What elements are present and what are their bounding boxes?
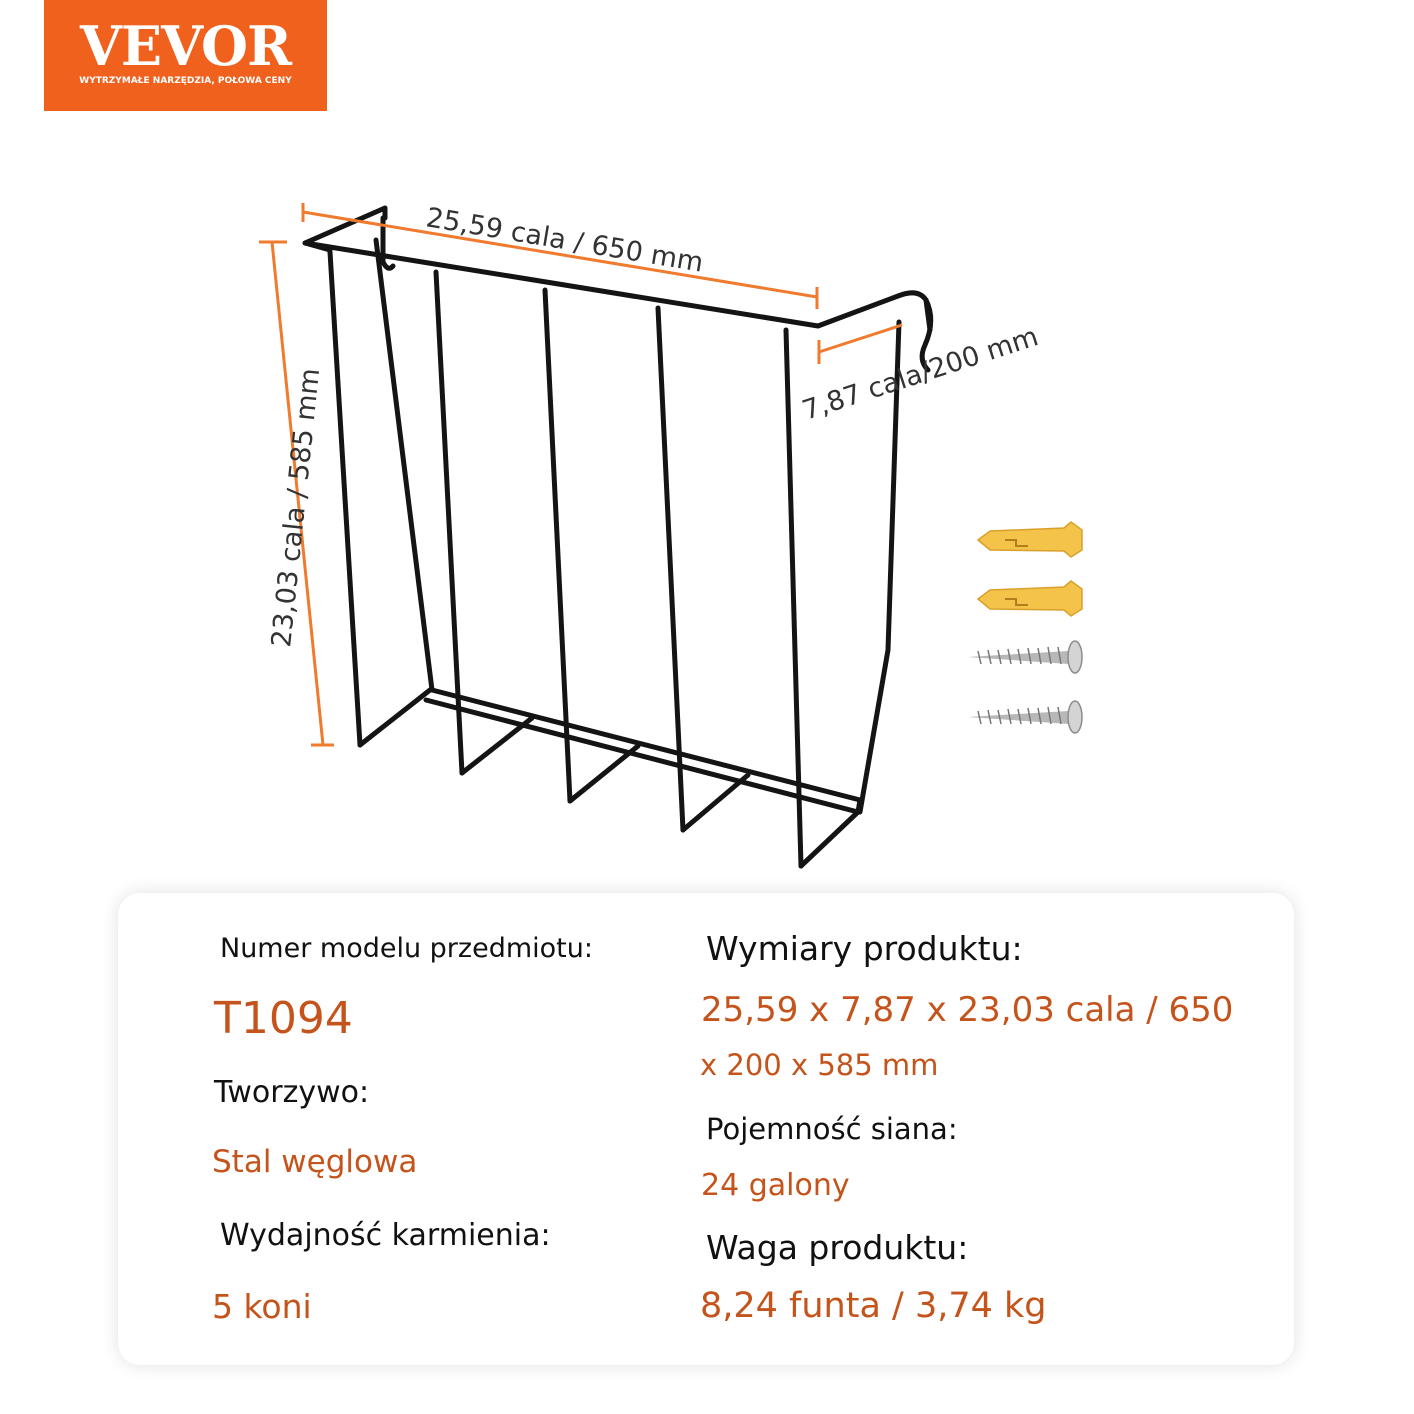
- hay-capacity-value: 24 galony: [701, 1168, 850, 1203]
- hay-capacity-label: Pojemność siana:: [706, 1112, 958, 1146]
- material-value: Stal węglowa: [212, 1144, 418, 1180]
- brand-tagline: WYTRZYMAŁE NARZĘDZIA, POŁOWA CENY: [79, 76, 292, 86]
- wall-plug-icon: [978, 581, 1082, 616]
- product-dimensions-label: Wymiary produktu:: [706, 929, 1023, 968]
- height-dimension-label: 23,03 cala / 585 mm: [266, 366, 327, 649]
- wall-plug-icon: [978, 522, 1082, 557]
- product-dimensions-value: 25,59 x 7,87 x 23,03 cala / 650: [701, 990, 1234, 1030]
- screw-icon: [968, 641, 1082, 673]
- feeding-capacity-label: Wydajność karmienia:: [220, 1218, 551, 1253]
- hay-rack-illustration: [305, 208, 931, 866]
- model-number-value: T1094: [214, 993, 353, 1044]
- depth-dimension-label: 7,87 cala/200 mm: [798, 321, 1043, 427]
- product-weight-value: 8,24 funta / 3,74 kg: [700, 1286, 1047, 1326]
- product-weight-label: Waga produktu:: [706, 1228, 969, 1267]
- screw-icon: [968, 701, 1082, 733]
- hardware-kit: [968, 522, 1082, 733]
- width-dimension-label: 25,59 cala / 650 mm: [423, 202, 706, 279]
- model-number-label: Numer modelu przedmiotu:: [220, 933, 593, 964]
- product-dimensions-value-cont: x 200 x 585 mm: [700, 1048, 939, 1082]
- brand-name: VEVOR: [80, 14, 291, 78]
- feeding-capacity-value: 5 koni: [212, 1287, 312, 1326]
- material-label: Tworzywo:: [214, 1075, 370, 1110]
